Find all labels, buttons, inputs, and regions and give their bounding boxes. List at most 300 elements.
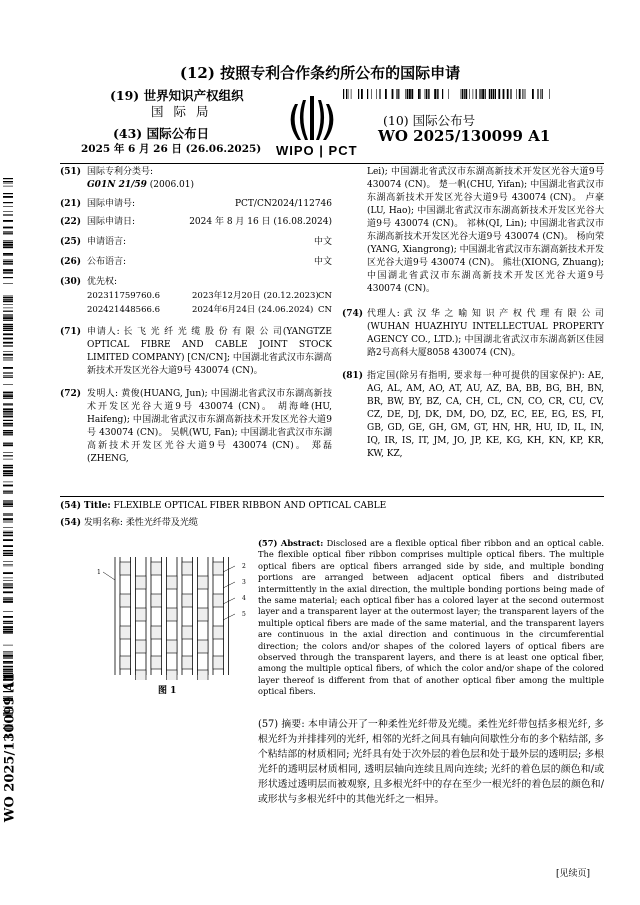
priority-no: 202421448566.6 — [87, 305, 161, 315]
barcode-bar — [3, 394, 13, 395]
barcode-bar — [3, 297, 13, 298]
barcode-bar — [3, 416, 13, 418]
barcode-bar — [3, 328, 13, 329]
barcode-bar — [3, 584, 13, 585]
code-22: (22) — [60, 217, 82, 227]
barcode-bar — [473, 89, 474, 99]
barcode-bar — [3, 583, 13, 584]
agent-text: 代理人: 武 汉 华 之 喻 知 识 产 权 代 理 有 限 公 司 (WUHAN HUAZHIYU INTELLECTUAL PROPERTY AGENCY CO., LTD.); 中国湖北省武汉市东湖高新区佳园路2号高科大厦8058 430074 (CN)。 — [367, 309, 604, 358]
barcode-bar — [3, 545, 13, 547]
barcode-bar — [3, 566, 13, 567]
barcode-bar — [411, 89, 413, 99]
field-71 — [60, 326, 332, 378]
bonding-portion — [136, 670, 147, 680]
barcode-bar — [3, 220, 13, 222]
code-72: (72) — [60, 389, 82, 399]
field-26 — [60, 256, 332, 276]
barcode-bar — [3, 518, 13, 520]
org-name-text: 世界知识产权组织 — [143, 88, 244, 103]
barcode-bar — [3, 338, 13, 340]
figure-label: 3 — [242, 579, 246, 586]
barcode-bar — [3, 522, 13, 523]
barcode-bar — [3, 244, 13, 246]
barcode-bar — [3, 311, 13, 312]
barcode-bar — [3, 193, 13, 194]
barcode-bar — [542, 89, 543, 99]
value-21: PCT/CN2024/112746 — [234, 199, 332, 209]
bonding-portion — [120, 656, 131, 669]
value-25: 中文 — [313, 237, 332, 247]
barcode-bar — [379, 89, 380, 99]
org-sub: 国 际 局 — [151, 104, 212, 119]
barcode-bar — [3, 359, 13, 360]
barcode-bar — [3, 443, 13, 444]
barcode-bar — [3, 420, 13, 421]
barcode-bar — [3, 591, 13, 593]
barcode-bar — [524, 89, 525, 99]
barcode-bar — [3, 413, 13, 414]
code-30: (30) — [60, 277, 82, 287]
priority-cc: CN — [318, 291, 332, 301]
barcode-bar — [3, 261, 13, 262]
barcode-bar — [428, 89, 429, 99]
barcode-bar — [3, 585, 13, 586]
code-25: (25) — [60, 237, 82, 247]
barcode-bar — [3, 317, 13, 319]
figure-caption: 图 1 — [158, 686, 177, 696]
abstract-zh-text: 本申请公开了一种柔性光纤带及光缆。柔性光纤带包括多根光纤, 多根光纤为并排排列的光纤, 相邻的光纤之间具有轴向间歇性分布的多个粘结部, 多个粘结部的材质相同; 光纤具有处于次外层的着色层和处于最外层的透明层; 多根光纤的透明层材质相同, 透明层轴向连续且周向连续; 光纤的着色层的颜色和/或形状透过透明层而被观察, 且多根光纤中的存在至少一根光纤的着色层的颜色和/或形状与多根光纤中的其他光纤之一相异。 — [258, 719, 604, 805]
code-54: (54) — [60, 501, 82, 511]
bonding-portion — [213, 626, 224, 639]
barcode-bar — [3, 555, 13, 556]
top-barcode — [343, 89, 551, 99]
document-title: (12) 按照专利合作条约所公布的国际申请 — [179, 64, 461, 82]
barcode-bar — [3, 367, 13, 369]
barcode-bar — [3, 467, 13, 469]
barcode-bar — [3, 492, 13, 493]
barcode-bar — [3, 320, 13, 321]
code-51: (51) — [60, 167, 82, 177]
bonding-portion — [167, 608, 178, 621]
priority-cc: CN — [318, 305, 332, 315]
barcode-bar — [516, 89, 517, 99]
barcode-bar — [3, 354, 13, 356]
abstract-en-text: Disclosed are a flexible optical fiber ribbon and an optical cable. The flexible optical fiber ribbon comprises multiple optical fibers. The multiple optical fibers are optical fibers arranged side by side, and multiple bonding portions are arranged between adjacent optical fibers and distributed intermittently in the axial direction, the multiple bonding portions being made of the same material; each optical fiber has a colored layer at the second outermost layer and a transparent layer at the outermost layer; the transparent layers of the multiple optical fibers are made of the same material, and the transparent layers are continuous in the axial direction and continuous in the circumferential direction; the colors and/or shapes of the colored layers of optical fibers are observed through the transparent layers, and there is at least one optical fiber, among the multiple optical fibers, of which the color and/or shape of the colored layer thereof is different from that of another optical fiber among the multiple optical fibers. — [258, 538, 604, 697]
code-71: (71) — [60, 327, 82, 337]
value-51-rest: (2006.01) — [146, 180, 195, 190]
barcode-bar — [479, 89, 480, 99]
inventors-text: 发明人: 黄俊(HUANG, Jun); 中国湖北省武汉市东湖高新技术开发区光谷大道9号 430074 (CN)。 胡海峰(HU, Haifeng); 中国湖北省武汉市东湖高新技术开发区光谷大道9号 430074 (CN)。 吴帆(WU, Fan); 中国湖北省武汉市东湖高新技术开发区光谷大道9号 430074 (CN)。 郑磊(ZHENG, — [87, 389, 332, 464]
bonding-portion — [213, 656, 224, 669]
bonding-portion — [167, 640, 178, 653]
barcode-bar — [3, 296, 13, 297]
code-74: (74) — [342, 309, 364, 319]
barcode-bar — [3, 430, 13, 431]
divider — [60, 496, 604, 497]
barcode-bar — [3, 500, 13, 501]
bonding-portion — [182, 594, 193, 607]
barcode-bar — [407, 89, 409, 99]
pubdate-value: 2025 年 6 月 26 日 (26.06.2025) — [81, 143, 262, 155]
title-en-value: FLEXIBLE OPTICAL FIBER RIBBON AND OPTICAL CABLE — [113, 501, 387, 511]
barcode-bar — [348, 89, 349, 99]
barcode-bar — [367, 89, 368, 99]
inventors-cont-text: Lei); 中国湖北省武汉市东湖高新技术开发区光谷大道9号 430074 (CN)。 楚一帆(CHU, Yifan); 中国湖北省武汉市东湖高新技术开发区光谷大道9号 430074 (CN)。 卢豪(LU, Hao); 中国湖北省武汉市东湖高新技术开发区光谷大道9号 430074 (CN)。 祁林(QI, Lin); 中国湖北省武汉市东湖高新技术开发区光谷大道9号 430074 (CN)。 杨向荣(YANG, Xiangrong); 中国湖北省武汉市东湖高新技术开发区光谷大道9号 430074 (CN)。 熊壮(XIONG, Zhuang); 中国湖北省武汉市东湖高新技术开发区光谷大道9号 430074 (CN)。 — [367, 167, 604, 294]
barcode-bar — [346, 89, 347, 99]
barcode-bar — [3, 272, 13, 273]
barcode-bar — [3, 532, 13, 533]
barcode-bar — [491, 89, 493, 99]
pubdate-code: (43) — [113, 126, 143, 141]
label-22: 国际申请日: — [87, 217, 136, 227]
barcode-bar — [3, 375, 13, 376]
barcode-bar — [3, 242, 13, 244]
barcode-bar — [489, 89, 490, 99]
value-26: 中文 — [313, 257, 332, 267]
label-25: 申请语言: — [87, 237, 127, 247]
barcode-bar — [3, 485, 13, 487]
barcode-bar — [507, 89, 509, 99]
label-21: 国际申请号: — [87, 199, 136, 209]
leader-line — [223, 614, 235, 620]
fiber-ribbon-figure — [95, 552, 250, 680]
barcode-bar — [519, 89, 521, 99]
leader-line — [223, 598, 235, 604]
barcode-bar — [343, 89, 344, 99]
abstract-en — [258, 538, 604, 698]
bonding-portion — [213, 562, 224, 575]
barcode-bar — [3, 403, 13, 404]
barcode-bar — [3, 395, 13, 397]
barcode-bar — [361, 89, 363, 99]
barcode-bar — [3, 515, 13, 516]
barcode-bar — [493, 89, 494, 99]
barcode-bar — [3, 535, 13, 536]
barcode-bar — [3, 377, 13, 378]
barcode-bar — [3, 580, 13, 581]
barcode-bar — [358, 89, 359, 99]
barcode-bar — [3, 411, 13, 413]
barcode-bar — [3, 273, 13, 274]
barcode-bar — [376, 89, 377, 99]
barcode-bar — [3, 599, 13, 600]
barcode-bar — [3, 240, 13, 241]
barcode-bar — [3, 206, 13, 207]
field-22 — [60, 216, 332, 236]
code-26: (26) — [60, 257, 82, 267]
bonding-portion — [198, 640, 209, 653]
barcode-bar — [476, 89, 477, 99]
barcode-bar — [3, 326, 13, 328]
barcode-bar — [3, 342, 13, 344]
field-21 — [60, 198, 332, 216]
barcode-bar — [3, 423, 13, 425]
barcode-bar — [3, 473, 13, 475]
barcode-bar — [3, 527, 13, 528]
right-column — [342, 166, 604, 461]
abstract-en-label: (57) Abstract: — [258, 538, 324, 548]
barcode-bar — [3, 202, 13, 203]
barcode-bar — [3, 501, 13, 502]
title-zh-label: 发明名称: — [83, 518, 123, 528]
barcode-bar — [3, 333, 13, 335]
priority-date: 2024年6月24日 (24.06.2024) — [192, 305, 314, 315]
label-51: 国际专利分类号: — [87, 167, 154, 177]
bonding-portion — [151, 626, 162, 639]
barcode-bar — [3, 314, 13, 315]
bonding-portion — [136, 640, 147, 653]
leader-line — [103, 572, 115, 580]
bonding-portion — [136, 608, 147, 621]
barcode-bar — [3, 214, 13, 215]
barcode-bar — [3, 470, 13, 472]
barcode-bar — [3, 587, 13, 589]
designated-states-text: 指定国(除另有指明, 要求每一种可提供的国家保护): AE, AG, AL, AM, AO, AT, AU, AZ, BA, BB, BG, BH, BN, BR, BW, BY, BZ, CA, CH, CL, CN, CO, CR, CU, CV, CZ, DE, DJ, DK, DM, DO, DZ, EC, EE, EG, ES, FI, GB, GD, GE, GH, GM, GT, HN, HR, HU, ID, IL, IN, IQ, IR, IS, IT, JM, JO, JP, KE, KG, KH, KN, KP, KR, KW, KZ, — [367, 371, 604, 459]
bonding-portion — [120, 626, 131, 639]
barcode-bar — [3, 475, 13, 476]
barcode-bar — [3, 231, 13, 232]
barcode-bar — [525, 89, 526, 99]
field-30 — [60, 276, 332, 320]
barcode-bar — [3, 434, 13, 435]
barcode-bar — [3, 345, 13, 346]
barcode-bar — [3, 531, 13, 532]
barcode-bar — [3, 550, 13, 551]
bonding-portion — [120, 594, 131, 607]
label-30: 优先权: — [87, 277, 118, 287]
field-74 — [342, 308, 604, 360]
value-51 — [87, 179, 194, 192]
barcode-bar — [398, 89, 399, 99]
barcode-bar — [3, 181, 13, 182]
see-next-page-link[interactable]: [见续页] — [556, 869, 591, 879]
barcode-bar — [3, 398, 13, 399]
barcode-bar — [3, 444, 13, 446]
barcode-bar — [3, 432, 13, 434]
figure-label: 5 — [242, 611, 246, 618]
figure-label: 4 — [242, 595, 246, 602]
title-zh-value: 柔性光纤带及光缆 — [125, 518, 198, 528]
value-22: 2024 年 8 月 16 日 (16.08.2024) — [189, 217, 332, 227]
bonding-portion — [182, 626, 193, 639]
side-pubno-label: WO 2025/130099 A1 — [2, 672, 18, 823]
field-51 — [60, 166, 332, 194]
barcode-bar — [409, 89, 411, 99]
barcode-bar — [425, 89, 426, 99]
priority-date: 2023年12月20日 (20.12.2023) — [192, 291, 319, 301]
barcode-bar — [3, 324, 13, 325]
barcode-bar — [3, 459, 13, 460]
barcode-bar — [3, 414, 13, 415]
barcode-bar — [3, 196, 13, 198]
field-81 — [342, 370, 604, 461]
barcode-bar — [3, 227, 13, 229]
barcode-bar — [420, 89, 421, 99]
pubno-label-text: 国际公布号 — [412, 113, 476, 128]
leader-line — [223, 582, 235, 588]
barcode-bar — [3, 360, 13, 361]
wipo-logo-icon — [283, 94, 341, 144]
barcode-bar — [3, 384, 13, 385]
barcode-bar — [437, 89, 438, 99]
barcode-bar — [3, 572, 13, 574]
barcode-bar — [3, 246, 13, 248]
barcode-bar — [3, 264, 13, 265]
pubno-value: WO 2025/130099 A1 — [378, 127, 551, 145]
barcode-bar — [3, 300, 13, 302]
figure-label: 2 — [242, 563, 246, 570]
barcode-bar — [3, 304, 13, 305]
bonding-portion — [213, 594, 224, 607]
barcode-bar — [3, 455, 13, 456]
title-en — [60, 500, 604, 513]
barcode-bar — [482, 89, 484, 99]
barcode-bar — [3, 263, 13, 264]
barcode-bar — [3, 513, 13, 514]
barcode-bar — [3, 255, 13, 256]
barcode-bar — [351, 89, 352, 99]
barcode-bar — [438, 89, 439, 99]
bonding-portion — [167, 670, 178, 680]
priority-no: 202311759760.6 — [87, 291, 161, 301]
barcode-bar — [3, 491, 13, 492]
barcode-bar — [3, 351, 13, 352]
bonding-portion — [198, 608, 209, 621]
barcode-bar — [540, 89, 541, 99]
barcode-bar — [465, 89, 467, 99]
bonding-portion — [151, 656, 162, 669]
barcode-bar — [3, 299, 13, 300]
barcode-bar — [522, 89, 523, 99]
value-51-bold: G01N 21/59 — [87, 180, 147, 190]
barcode-bar — [3, 578, 13, 579]
barcode-bar — [532, 89, 534, 99]
barcode-bar — [3, 253, 13, 255]
barcode-bar — [3, 186, 13, 187]
barcode-bar — [3, 277, 13, 278]
barcode-bar — [3, 539, 13, 541]
title-zh — [60, 517, 604, 530]
barcode-bar — [461, 89, 462, 99]
barcode-bar — [392, 89, 394, 99]
pubdate-label — [113, 124, 209, 142]
barcode-bar — [380, 89, 381, 99]
barcode-bar — [3, 215, 13, 216]
barcode-bar — [3, 308, 13, 309]
bonding-portion — [198, 576, 209, 589]
code-21: (21) — [60, 199, 82, 209]
barcode-bar — [426, 89, 427, 99]
barcode-bar — [448, 89, 449, 99]
barcode-bar — [3, 408, 13, 410]
barcode-bar — [3, 465, 13, 466]
barcode-bar — [464, 89, 465, 99]
label-26: 公布语言: — [87, 257, 127, 267]
barcode-bar — [510, 89, 511, 99]
barcode-bar — [485, 89, 486, 99]
barcode-bar — [3, 553, 13, 554]
barcode-bar — [429, 89, 430, 99]
barcode-bar — [498, 89, 500, 99]
bonding-portion — [182, 656, 193, 669]
barcode-bar — [3, 183, 13, 184]
barcode-bar — [3, 315, 13, 316]
barcode-bar — [3, 521, 13, 522]
barcode-bar — [3, 178, 13, 179]
bonding-portion — [167, 576, 178, 589]
abstract-zh-label: (57) 摘要: — [258, 719, 305, 730]
bonding-portion — [151, 562, 162, 575]
left-column — [60, 166, 332, 466]
barcode-bar — [405, 89, 406, 99]
abstract-zh — [258, 717, 604, 807]
barcode-bar — [503, 89, 505, 99]
barcode-bar — [3, 404, 13, 405]
bonding-portion — [120, 562, 131, 575]
pubdate-label-text: 国际公布日 — [146, 126, 210, 141]
barcode-bar — [418, 89, 420, 99]
barcode-bar — [385, 89, 387, 99]
field-72 — [60, 388, 332, 466]
barcode-bar — [3, 392, 13, 394]
barcode-bar — [3, 372, 13, 373]
barcode-bar — [3, 503, 13, 505]
barcode-bar — [537, 89, 538, 99]
barcode-bar — [549, 89, 550, 99]
barcode-bar — [469, 89, 470, 99]
applicant-text: 申请人: 长 飞 光 纤 光 缆 股 份 有 限 公 司(YANGTZE OPTICAL FIBRE AND CABLE JOINT STOCK LIMITED COMPANY) [CN/CN]; 中国湖北省武汉市东湖高新技术开发区光谷大道9号 430074 (CN)。 — [87, 327, 332, 376]
barcode-bar — [3, 211, 13, 212]
barcode-bar — [3, 506, 13, 507]
barcode-bar — [3, 260, 13, 261]
barcode-bar — [480, 89, 481, 99]
bonding-portion — [198, 670, 209, 680]
barcode-bar — [3, 564, 13, 565]
barcode-bar — [3, 283, 13, 284]
divider — [60, 163, 604, 164]
code-81: (81) — [342, 371, 364, 381]
field-25 — [60, 236, 332, 256]
leader-line — [223, 566, 235, 572]
barcode-bar — [3, 330, 13, 331]
barcode-bar — [3, 357, 13, 358]
barcode-bar — [371, 89, 372, 99]
code-54: (54) — [60, 518, 82, 528]
barcode-bar — [495, 89, 496, 99]
barcode-bar — [434, 89, 436, 99]
barcode-bar — [3, 452, 13, 453]
barcode-bar — [3, 482, 13, 483]
wipo-pct-text: WIPO | PCT — [276, 143, 358, 158]
barcode-bar — [3, 597, 13, 598]
bonding-portion — [182, 562, 193, 575]
barcode-bar — [3, 552, 13, 553]
barcode-bar — [396, 89, 397, 99]
barcode-bar — [3, 561, 13, 562]
barcode-bar — [3, 534, 13, 535]
title-en-label: Title: — [83, 501, 111, 511]
bonding-portion — [136, 576, 147, 589]
pubno-code: (10) — [383, 113, 409, 128]
barcode-bar — [462, 89, 463, 99]
bonding-portion — [151, 594, 162, 607]
barcode-bar — [3, 425, 13, 426]
barcode-bar — [3, 269, 13, 271]
org-code: (19) — [110, 88, 140, 103]
figure-label: 1 — [97, 569, 101, 576]
barcode-bar — [442, 89, 443, 99]
barcode-bar — [3, 233, 13, 234]
